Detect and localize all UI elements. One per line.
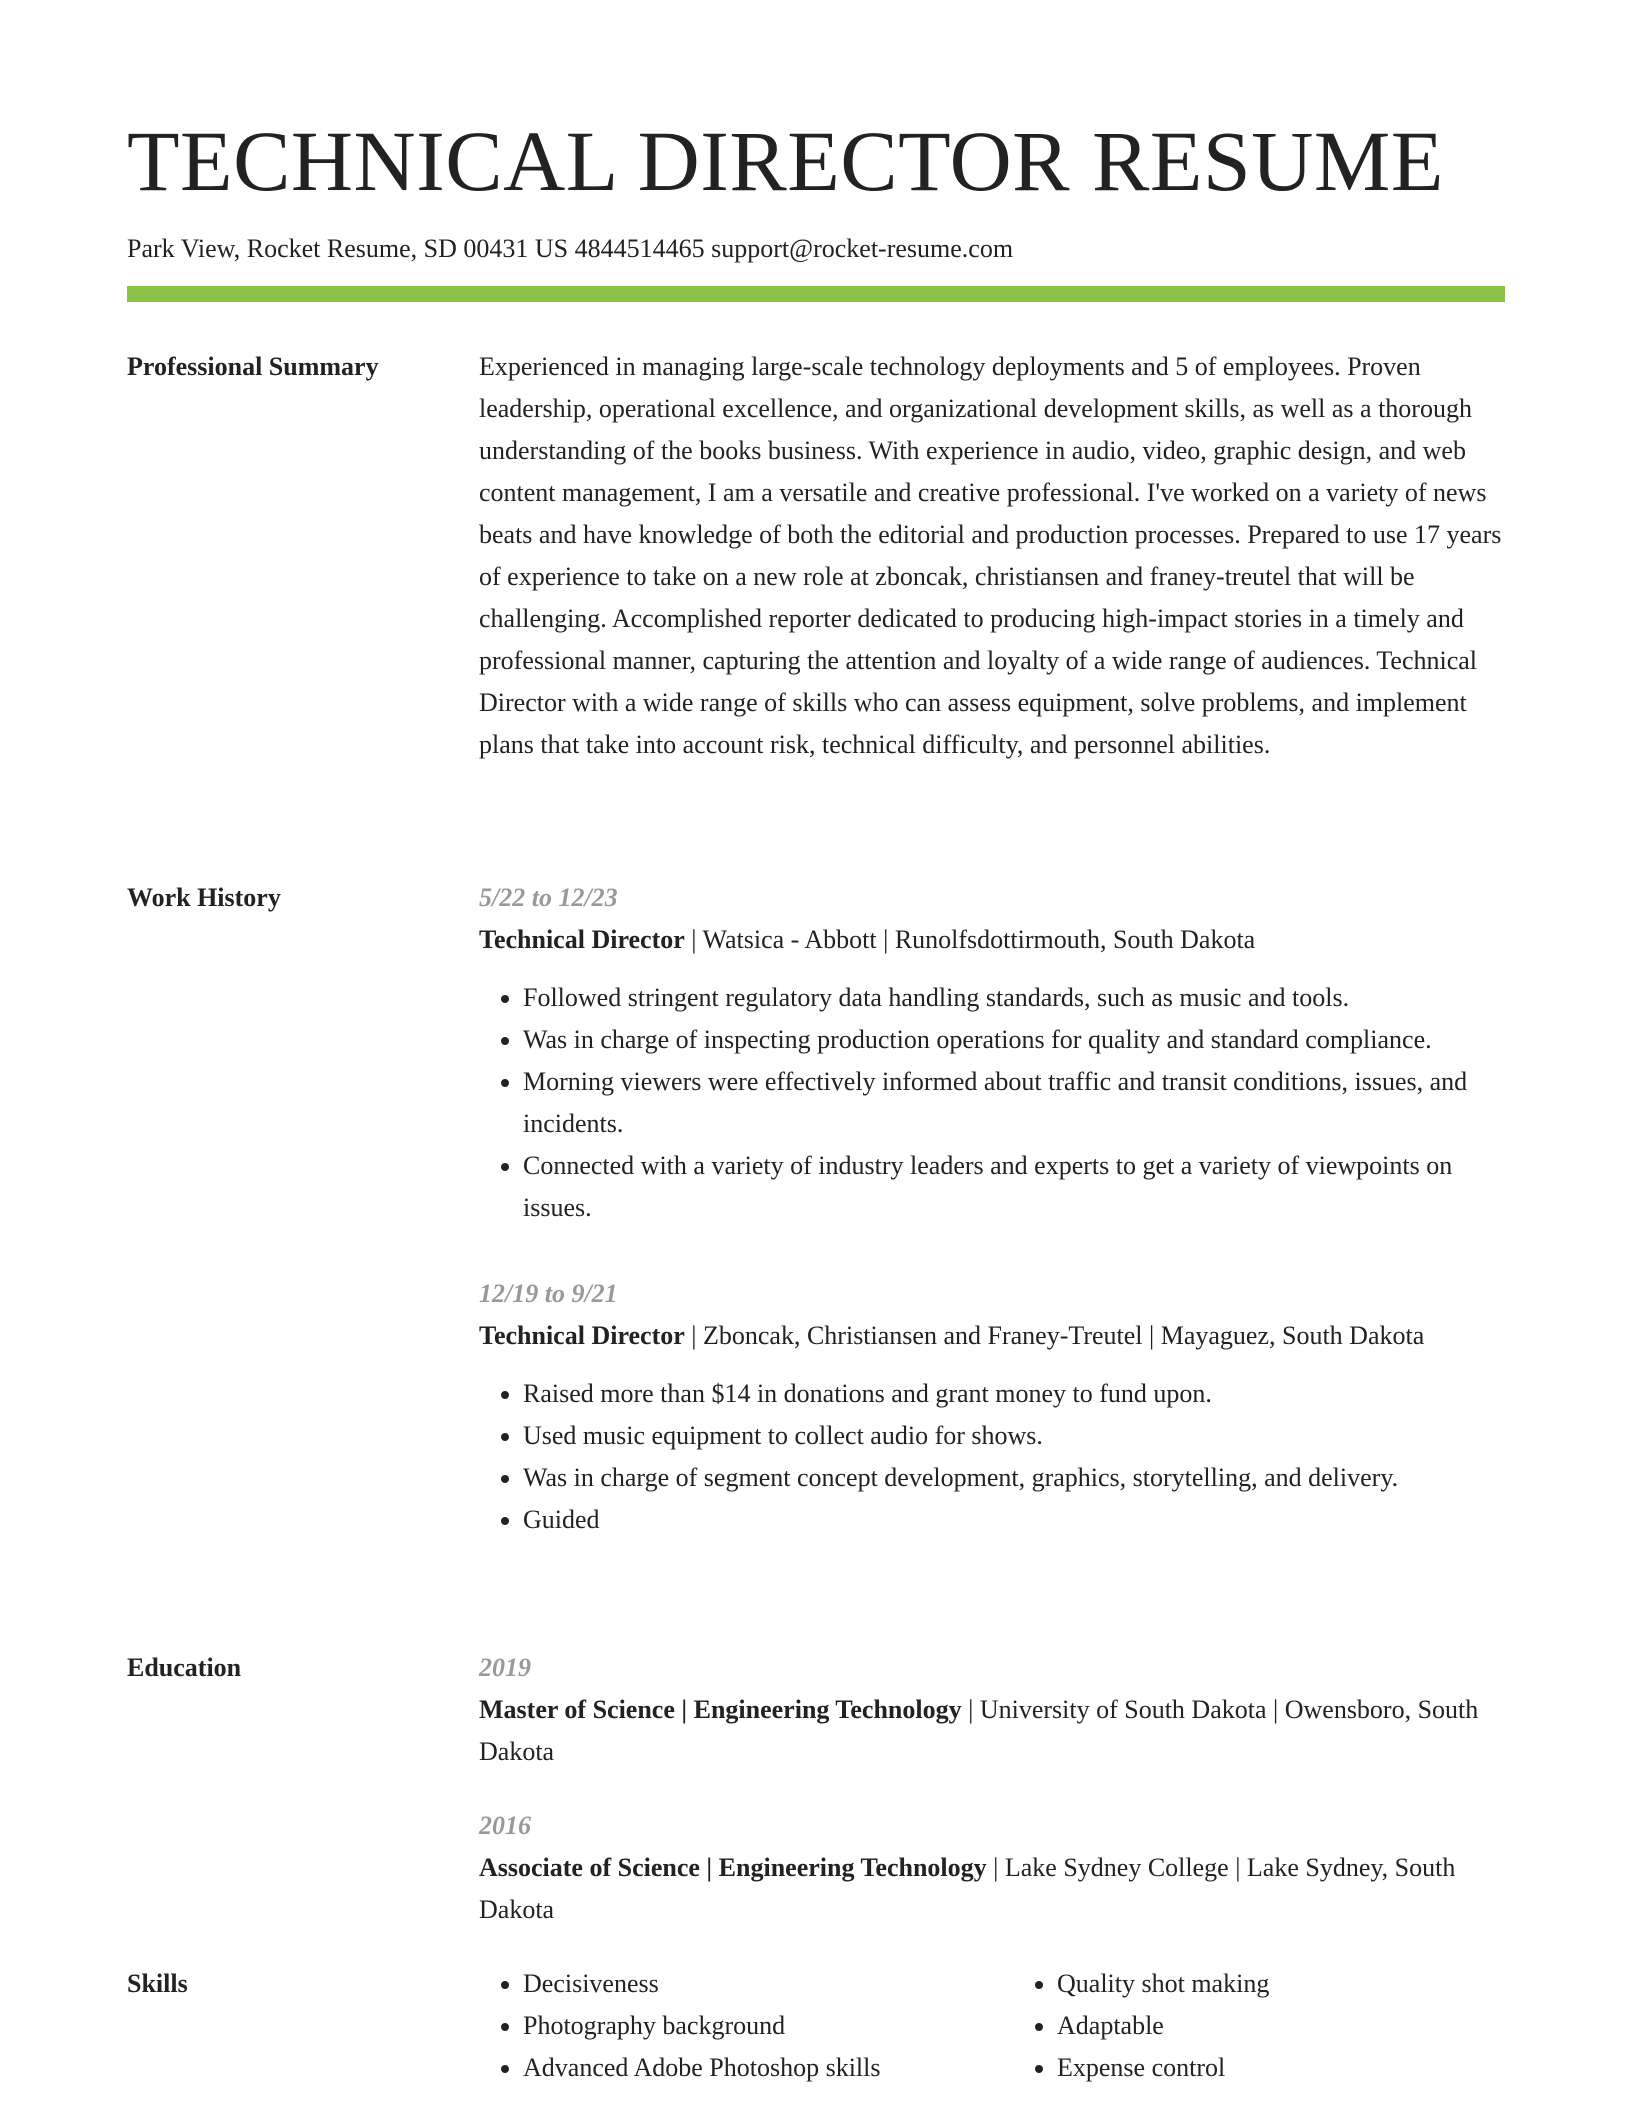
job-details: | Zboncak, Christiansen and Franey-Treutel | Mayaguez, South Dakota: [684, 1321, 1425, 1350]
job-title: Technical Director: [479, 1321, 685, 1350]
skill-item: • Photography background: [523, 2005, 971, 2047]
list-item: • Connected with a variety of industry leaders and experts to get a variety of viewpoints on issues.: [523, 1145, 1505, 1229]
job-dates: 12/19 to 9/21: [479, 1279, 618, 1308]
accent-divider: [127, 286, 1505, 302]
job-role-line: [479, 919, 1505, 961]
education-entry: [479, 1647, 1505, 1773]
job-entry: [479, 877, 1505, 1229]
skills-list-left: [479, 1963, 971, 2089]
list-item: • Followed stringent regulatory data handling standards, such as music and tools.: [523, 977, 1505, 1019]
skills-list-right: [1013, 1963, 1505, 2089]
skill-item: • Expense control: [1057, 2047, 1505, 2089]
work-history-body: [479, 877, 1505, 1541]
job-details: | Watsica - Abbott | Runolfsdottirmouth, South Dakota: [684, 925, 1256, 954]
list-item: • Raised more than $14 in donations and grant money to fund upon.: [523, 1373, 1505, 1415]
list-item: • Used music equipment to collect audio for shows.: [523, 1415, 1505, 1457]
contact-line: Park View, Rocket Resume, SD 00431 US 4844514465 support@rocket-resume.com: [127, 234, 1014, 263]
education-line: [479, 1847, 1505, 1931]
summary-body: [479, 346, 1505, 766]
skill-item: • Adaptable: [1057, 2005, 1505, 2047]
skill-item: • Quality shot making: [1057, 1963, 1505, 2005]
job-bullets: [479, 977, 1505, 1229]
page-title: TECHNICAL DIRECTOR RESUME: [127, 113, 1444, 209]
education-details: | Lake Sydney College | Lake Sydney, South Dakota: [479, 1853, 1456, 1924]
job-dates: 5/22 to 12/23: [479, 883, 618, 912]
list-item: • Guided: [523, 1499, 1505, 1541]
degree-name: Master of Science | Engineering Technology: [479, 1695, 962, 1724]
skills-grid: [479, 1963, 1505, 2089]
job-role-line: [479, 1315, 1505, 1357]
list-item: • Morning viewers were effectively informed about traffic and transit conditions, issues, and incidents.: [523, 1061, 1505, 1145]
section-label-education: Education: [127, 1653, 242, 1682]
job-entry: [479, 1273, 1505, 1541]
job-bullets: [479, 1373, 1505, 1541]
summary-text: Experienced in managing large-scale technology deployments and 5 of employees. Proven leadership, operational excellence, and organizational development skills, as well as a thorough understanding of the books business. With experience in audio, video, graphic design, and web content management, I am a versatile and creative professional. I've worked on a variety of news beats and have knowledge of both the editorial and production processes. Prepared to use 17 years of experience to take on a new role at zboncak, christiansen and franey-treutel that will be challenging. Accomplished reporter dedicated to producing high-impact stories in a timely and professional manner, capturing the attention and loyalty of a wide range of audiences. Technical Director with a wide range of skills who can assess equipment, solve problems, and implement plans that take into account risk, technical difficulty, and personnel abilities.: [479, 352, 1502, 759]
skill-item: • Decisiveness: [523, 1963, 971, 2005]
education-year: 2019: [479, 1653, 531, 1682]
education-details: | University of South Dakota | Owensboro, South Dakota: [479, 1695, 1479, 1766]
education-body: [479, 1647, 1505, 1931]
education-entry: [479, 1805, 1505, 1931]
skills-body: [479, 1963, 1505, 2089]
degree-name: Associate of Science | Engineering Technology: [479, 1853, 987, 1882]
list-item: • Was in charge of inspecting production operations for quality and standard compliance.: [523, 1019, 1505, 1061]
section-label-skills: Skills: [127, 1969, 188, 1998]
skill-item: • Advanced Adobe Photoshop skills: [523, 2047, 971, 2089]
list-item: • Was in charge of segment concept development, graphics, storytelling, and delivery.: [523, 1457, 1505, 1499]
section-label-work-history: Work History: [127, 883, 281, 912]
job-title: Technical Director: [479, 925, 685, 954]
education-year: 2016: [479, 1811, 531, 1840]
education-line: [479, 1689, 1505, 1773]
section-label-summary: Professional Summary: [127, 352, 379, 381]
